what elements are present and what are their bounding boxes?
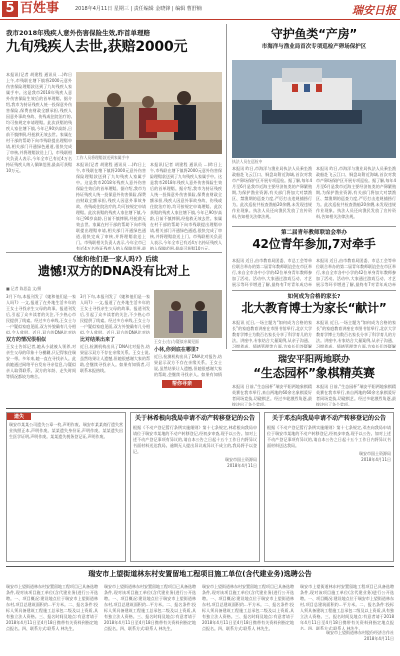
photo-caption-fish: 执法人员在巡检中 — [232, 159, 263, 164]
masthead — [0, 0, 400, 20]
bottom-notice-title: 瑞安市上望街道林东村安置留地工程项目施工单位(含代建业务)选聘公告 — [88, 570, 312, 578]
masthead-meta — [75, 5, 202, 12]
article-fish-header — [232, 26, 396, 56]
people-photo — [76, 72, 222, 154]
article-dna-body-3: 3月下旬,本报刊发了《她和他们是一家人吗?》一文,报道了在外地生活多年的王女士寻找亲生父母的故事。报道刊发后,引起了众多读者的关注,不少热心市民提供了线索。经过多方牵线,王女士与一户疑似家庭见面,双方外貌确有几分相似,令人欣慰。近日,双方的DNA比对结 — [80, 294, 150, 334]
article-teacher-header — [232, 228, 396, 256]
notice-lin-title: 关于林希根向我局申请不动产转移登记的公告 — [134, 415, 255, 422]
article-fish-headline: 守护鱼类“产房” — [270, 27, 358, 41]
page-number: 5 — [2, 1, 18, 17]
bottom-notice-body-1: 瑞安市上望街道林东村安置留地工程项目已具备选聘条件,现对该项目施工单位(含代建业务)进行公开选聘。一、项目概况:建设地点位于瑞安市上望街道林东村,项目总建筑面积约...平方米。二、报名条件:投标人须具备建筑工程施工总承包二级及以上资质,具有独立法人资格。三、报名时间及地点:有意者请于2018年4月11日至4月18日携带有关资料到指定地点报名。四、联系方式:联系人 林先生。 — [6, 584, 98, 631]
article-expert-header — [232, 292, 396, 320]
notice-lin-date: 2018年4月11日 — [227, 463, 257, 468]
article-dna-subtitle: 《她和他们是一家人吗?》后续 — [69, 255, 159, 263]
article-dna-body: 3月下旬,本报刊发了《她和他们是一家人吗?》一文,报道了在外地生活多年的王女士寻找亲生父母的故事。报道刊发后,引起了众多读者的关注,不少热心市民提供了线索。经过多方牵线,王女士与一户疑似家庭见面,双方外貌确有几分相似,令人欣慰。近日,双方的DNA比对结 — [6, 294, 76, 334]
article-teacher-headline: 42位青年参加,7对牵手 — [252, 237, 376, 251]
masthead-date: 2018年4月11日 — [75, 6, 113, 12]
notice-lost-body: 瑞安市某某公司遗失公章一枚,声明作废。瑞安市某某商行遗失营业执照正本,声明作废。某某遗失身份证,声明作废。某某遗失出生医学证明,声明作废。某某遗失税务登记证,声明作废。 — [9, 422, 123, 439]
article-dna-header — [6, 254, 222, 286]
article-dna-byline: ■ 记者 陈思盈 文/摄 — [6, 286, 42, 291]
notice-deng-date: 2018年4月11日 — [361, 457, 391, 462]
article-chess-body-2: 本报讯 日前,“生态园杯”瑞安平阳两地象棋精英赛在我市举行,来自两地的60余名象棋爱好者同场竞技,切磋棋艺。经过多轮激烈角逐,最终决出了各个奖项。 — [316, 384, 396, 406]
article-dna-photo — [154, 290, 222, 338]
notice-lin-issuer: 瑞安市国土资源局 — [225, 457, 257, 462]
notice-deng-issuer: 瑞安市国土资源局 — [359, 451, 391, 456]
notice-transfer-lin — [130, 412, 260, 562]
divider — [6, 566, 394, 567]
bottom-notice-date: 2018年4月11日 — [364, 636, 394, 641]
article-chess-header — [232, 352, 396, 382]
newspaper-logo: 瑞安日报 — [352, 4, 396, 17]
article-dna-section-head-3: 小林,你到底在哪里? — [154, 347, 199, 353]
notice-lost — [6, 412, 126, 562]
notice-deng-title: 关于邓杰向我局申请不动产转移登记的公告 — [271, 415, 386, 422]
article-teacher-body-2: 本报讯 近日,由市教育局团委、市总工会等单位联合举办的第二届青年教师联谊会在市区举行,来自全市各中小学的42位单身青年教师参加了活动。活动中,大家通过游戏互动、才艺展示等环节增进了解,最终有7对青年成功牵 — [316, 258, 396, 287]
article-teacher-body: 本报讯 近日,由市教育局团委、市总工会等单位联合举办的第二届青年教师联谊会在市区举行,来自全市各中小学的42位单身青年教师参加了活动。活动中,大家通过游戏互动、才艺展示等环节增进了解,最终有7对青年成功牵 — [232, 258, 312, 287]
divider — [6, 252, 222, 253]
masthead-editors: 星期三 | 责任编辑 金晓锋 | 编辑 曹舒楠 — [113, 6, 202, 12]
article-chess-body: 本报讯 日前,“生态园杯”瑞安平阳两地象棋精英赛在我市举行,来自两地的60余名象棋爱好者同场竞技,切磋棋艺。经过多轮激烈角逐,最终决出了各个奖项。 — [232, 384, 312, 406]
photo-caption-insurance: 工作人员将理赔款送到家属手中 — [76, 155, 130, 160]
article-insurance-body: 本报讯(记者 胡建程 通讯员 ...)昨日上午,市残联在塘下镇将2000元意外伤害保险理赔款送到了九旬残疾人家属手中。这是我市2018年残疾人意外伤害保险生效后的首单理赔。据介绍,我市为持证残疾人统一投保意外伤害保险,保费由财政全额承担,残疾人因意外事故身故、伤残或住院治疗的,均可按规定申请理赔。此次获赔的残疾人家住塘下镇,今年已90岁高龄,日前不慎摔倒,经抢救无效去世。家属在村干部的帮助下向市残联提出理赔申请,相关部门开通绿色通道,很快完成了审核,并将理赔款送上门。市残联相关负责人表示,今年全市已有近4万名持证残疾人纳入保障范围,最高可获赔10万元。 — [6, 72, 72, 173]
article-insurance-body-2: 本报讯(记者 胡建程 通讯员 ...)昨日上午,市残联在塘下镇将2000元意外伤害保险理赔款送到了九旬残疾人家属手中。这是我市2018年残疾人意外伤害保险生效后的首单理赔。据介绍,我市为持证残疾人统一投保意外伤害保险,保费由财政全额承担,残疾人因意外事故身故、伤残或住院治疗的,均可按规定申请理赔。此次获赔的残疾人家住塘下镇,今年已90岁高龄,日前不慎摔倒,经抢救无效去世。家属在村干部的帮助下向市残联提出理赔申请,相关部门开通绿色通道,很快完成了审核,并将理赔款送上门。市残联相关负责人表示,今年全市已有近4万名持证残疾人纳入保障范围,最 — [76, 162, 146, 250]
article-dna-body-2: 王女士告诉记者,她从小就被人领养,对亲生父母的印象十分模糊,只记得家住瑞安一带。多年来,她一直在寻找亲人。此前她通过网络平台发布寻亲信息,与疑似亲人取得联系。双方的年龄、走失时间等情况都较为吻合。 — [6, 344, 76, 379]
article-fish-photo — [232, 60, 396, 158]
notice-lin-body: 根据《不动产登记暂行条例实施细则》第十七条规定,林希根向我局申请位于瑞安市某地的不动产转移登记,经初步审查,现予以公告。如对上述不动产登记事项有异议的,请自本公告之日起十五个工作日内将异议书面材料送达我局。逾期无人提出异议或异议不成立的,我局将予以登记。 — [133, 425, 257, 454]
article-insurance-header — [6, 28, 222, 78]
bottom-notice-header — [6, 569, 394, 583]
article-expert-subtitle: 如何成为合格的家长? — [287, 294, 341, 300]
article-fish-subtitle: 市海洋与渔业局首次专项巡检产卵场保护区 — [261, 44, 367, 50]
article-chess-subtitle: 瑞安平阳两地联办 — [277, 355, 350, 365]
notice-transfer-deng — [264, 412, 394, 562]
section-title: 百姓事 — [20, 1, 60, 16]
notice-deng-body: 根据《不动产登记暂行条例实施细则》第十七条规定,邓杰向我局申请位于瑞安市某地的不动产转移登记,经初步审查,现予以公告。如对上述不动产登记事项有异议的,请自本公告之日起十五个工作日内将异议书面材料送达我局。 — [267, 425, 391, 448]
meeting-photo — [154, 290, 222, 338]
article-insurance-subtitle: 我市2018年残疾人意外伤害保险生效,昨首单理赔 — [6, 29, 151, 37]
article-dna-headline: 遗憾!双方的DNA没有比对上 — [38, 264, 190, 278]
article-expert-body-2: 本报讯 近日,一场主题为“如何成为合格的家长”的家庭教育讲座在市图书馆举行,北京大学教育学博士为数百名家长分享了科学育儿的方法。讲座中,专家结合大量案例,从亲子沟通、习惯养成、情绪管理等方面,为家长们答疑解 — [316, 320, 396, 348]
article-chess-headline: “生态园杯”象棋精英赛 — [253, 366, 375, 380]
photo-caption-dna: 王女士(右)与疑似亲属见面 — [154, 339, 199, 344]
bottom-notice-body-3: 瑞安市上望街道林东村安置留地工程项目已具备选聘条件,现对该项目施工单位(含代建业务)进行公开选聘。一、项目概况:建设地点位于瑞安市上望街道林东村,项目总建筑面积约...平方米。二、报名条件:投标人须具备建筑工程施工总承包二级及以上资质,具有独立法人资格。三、报名时间及地点:有意者请于2018年4月11日至4月18日携带有关资料到指定地点报名。四、联系方式:联系人 林先生。 — [202, 584, 294, 631]
article-teacher-subtitle: 第二届青年教师联谊会举办 — [280, 230, 347, 236]
bottom-notice-body-2: 瑞安市上望街道林东村安置留地工程项目已具备选聘条件,现对该项目施工单位(含代建业务)进行公开选聘。一、项目概况:建设地点位于瑞安市上望街道林东村,项目总建筑面积约...平方米。二、报名条件:投标人须具备建筑工程施工总承包二级及以上资质,具有独立法人资格。三、报名时间及地点:有意者请于2018年4月11日至4月18日携带有关资料到指定地点报名。四、联系方式:联系人 林先生。 — [104, 584, 196, 631]
divider — [6, 408, 394, 409]
article-insurance-photo — [76, 72, 222, 154]
notice-lost-title: 遗失 — [7, 413, 31, 420]
help-box: 帮你寻亲 — [162, 380, 202, 388]
article-insurance-body-3: 本报讯(记者 胡建程 通讯员 ...)昨日上午,市残联在塘下镇将2000元意外伤害保险理赔款送到了九旬残疾人家属手中。这是我市2018年残疾人意外伤害保险生效后的首单理赔。据介绍,我市为持证残疾人统一投保意外伤害保险,保费由财政全额承担,残疾人因意外事故身故、伤残或住院治疗的,均可按规定申请理赔。此次获赔的残疾人家住塘下镇,今年已90岁高龄,日前不慎摔倒,经抢救无效去世。家属在村干部的帮助下向市残联提出理赔申请,相关部门开通绿色通道,很快完成了审核,并将理赔款送上门。市残联相关负责人表示,今年全市已有近4万名持证残疾人纳入保障范围,最高可获赔10万元。 — [150, 162, 222, 250]
divider — [232, 350, 396, 351]
column-divider — [226, 24, 227, 349]
article-insurance-headline: 九旬残疾人去世,获赔2000元 — [6, 39, 188, 55]
article-fish-body: 本报讯 昨日,市海洋与渔业局执法人员乘坐渔政船赴飞云江口、铜盘岛附近海域,首次对我市产卵场保护区开展专项巡检。据了解,每年4月至6月是我市近海主要经济鱼类的产卵繁殖期,为保护渔业资源,有关部门将加大对禁渔区、禁渔期的巡查力度,严厉打击违规捕捞行为。此次巡检共检查渔船20余艘,未发现违规作业现象。执法人员还向渔民发放了宣传资料,告知相关法律法规。 — [232, 166, 312, 219]
bottom-notice-body-4: 瑞安市上望街道林东村安置留地工程项目已具备选聘条件,现对该项目施工单位(含代建业务)进行公开选聘。一、项目概况:建设地点位于瑞安市上望街道林东村,项目总建筑面积约...平方米。二、报名条件:投标人须具备建筑工程施工总承包二级及以上资质,具有独立法人资格。三、报名时间及地点:有意者请于2018年4月11日至4月18日携带有关资料到指定地点报名。四、联系方式:联系人 林先生。 — [300, 584, 394, 630]
boat-photo — [232, 60, 396, 158]
article-fish-body-2: 本报讯 昨日,市海洋与渔业局执法人员乘坐渔政船赴飞云江口、铜盘岛附近海域,首次对我市产卵场保护区开展专项巡检。据了解,每年4月至6月是我市近海主要经济鱼类的产卵繁殖期,为保护渔业资源,有关部门将加大对禁渔区、禁渔期的巡查力度,严厉打击违规捕捞行为。此次巡检共检查渔船20余艘,未发现违规作业现象。执法人员还向渔民发放了宣传资料,告知相关法律法规。 — [316, 166, 396, 219]
article-expert-body: 本报讯 近日,一场主题为“如何成为合格的家长”的家庭教育讲座在市图书馆举行,北京大学教育学博士为数百名家长分享了科学育儿的方法。讲座中,专家结合大量案例,从亲子沟通、习惯养成、情绪管理等方面,为家长们答疑解 — [232, 320, 312, 348]
divider — [232, 226, 396, 227]
bottom-notice-col-4 — [300, 584, 394, 652]
article-dna-body-5: 近日,检测机构出具了DNA比对报告,结果显示双方不存在亲缘关系。王女士说,虽然结果让人遗憾,但她很感谢大家的帮助,会继续寻找亲人。如果有知情 — [154, 354, 222, 377]
divider — [232, 290, 396, 291]
bottom-notice-signature: 瑞安市上望街道林东村股份经济合作社 — [326, 630, 394, 635]
article-dna-section-head-2: 比对结果出来了 — [80, 337, 116, 343]
article-expert-headline: 北大教育博士为家长“献计” — [241, 301, 387, 315]
article-dna-section-head: 双方的情况很相似 — [6, 337, 47, 343]
article-dna-body-4: 近日,检测机构出具了DNA比对报告,结果显示双方不存在亲缘关系。王女士说,虽然结果让人遗憾,但她很感谢大家的帮助,会继续寻找亲人。如果有知情者,可联系本报热线。 — [80, 344, 150, 373]
